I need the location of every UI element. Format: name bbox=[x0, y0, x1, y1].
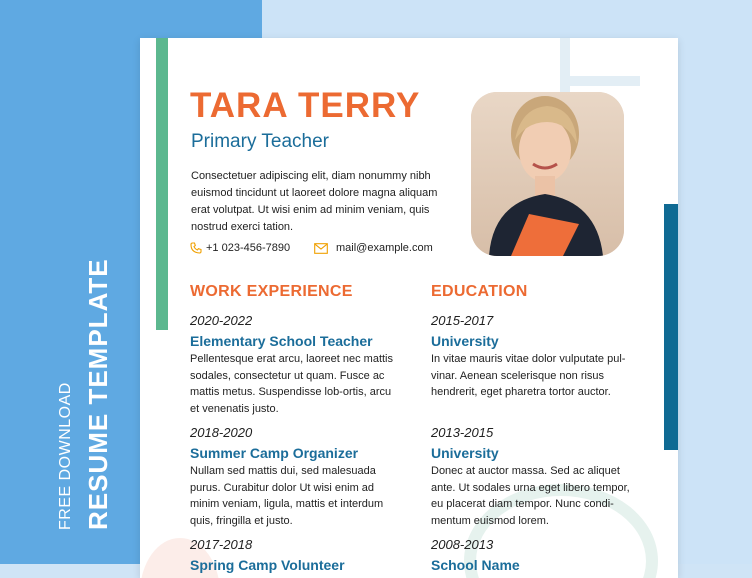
education-entry bbox=[431, 425, 641, 529]
work-experience-heading: WORK EXPERIENCE bbox=[190, 283, 353, 300]
education-title: School Name bbox=[431, 557, 520, 573]
work-entry bbox=[190, 425, 400, 529]
education-heading: EDUCATION bbox=[431, 283, 528, 300]
banner-vertical-text bbox=[56, 258, 114, 530]
work-date: 2020-2022 bbox=[190, 313, 253, 328]
email-contact bbox=[314, 242, 433, 254]
phone-contact bbox=[190, 242, 290, 254]
banner-small-text: FREE DOWNLOAD bbox=[57, 382, 74, 530]
candidate-role: Primary Teacher bbox=[191, 131, 329, 152]
work-date: 2017-2018 bbox=[190, 537, 253, 552]
education-date: 2013-2015 bbox=[431, 425, 494, 440]
work-title: Spring Camp Volunteer bbox=[190, 557, 345, 573]
email-address: mail@example.com bbox=[336, 242, 433, 254]
education-title: University bbox=[431, 445, 499, 461]
work-title: Summer Camp Organizer bbox=[190, 445, 359, 461]
phone-number: +1 023-456-7890 bbox=[206, 242, 291, 254]
work-description: Pellentesque erat arcu, laoreet nec mattis sodales, consectetur ut quam. Fusce ac mattis metus. Suspendisse lob-ortis, arcu et venenatis justo. bbox=[190, 353, 394, 415]
profile-summary: Consectetuer adipiscing elit, diam nonummy nibh euismod tincidunt ut laoreet dolore magna aliquam erat volutpat. Ut wisi enim ad minim veniam, quis nostrud exerci tation. bbox=[191, 170, 438, 233]
work-title: Elementary School Teacher bbox=[190, 333, 373, 349]
education-description: Donec at auctor massa. Sed ac aliquet ante. Ut sodales urna eget libero tempor, eu placerat diam tempor. Nunc condi-mentum euismod lorem. bbox=[431, 465, 630, 527]
education-entry bbox=[431, 537, 641, 574]
work-entry bbox=[190, 537, 400, 574]
resume-page bbox=[140, 38, 678, 578]
portrait-illustration bbox=[471, 92, 624, 256]
work-entry bbox=[190, 313, 400, 417]
blue-accent-bar bbox=[664, 204, 678, 450]
work-description: Nullam sed mattis dui, sed malesuada purus. Curabitur dolor Ut wisi enim ad minim veniam, ligula, mattis et interdum quis, fringilla et justo. bbox=[190, 465, 384, 527]
work-date: 2018-2020 bbox=[190, 425, 253, 440]
education-date: 2015-2017 bbox=[431, 313, 494, 328]
green-accent-bar bbox=[156, 38, 168, 330]
phone-icon bbox=[190, 242, 202, 254]
banner-big-text: RESUME TEMPLATE bbox=[83, 258, 113, 530]
education-description: In vitae mauris vitae dolor vulputate pul-vinar. Aenean scelerisque non risus hendrerit, eget pharetra tortor auctor. bbox=[431, 353, 626, 398]
mail-icon bbox=[314, 243, 328, 254]
candidate-name: TARA TERRY bbox=[190, 86, 421, 125]
education-title: University bbox=[431, 333, 499, 349]
profile-photo bbox=[471, 92, 624, 256]
education-date: 2008-2013 bbox=[431, 537, 494, 552]
education-entry bbox=[431, 313, 641, 401]
